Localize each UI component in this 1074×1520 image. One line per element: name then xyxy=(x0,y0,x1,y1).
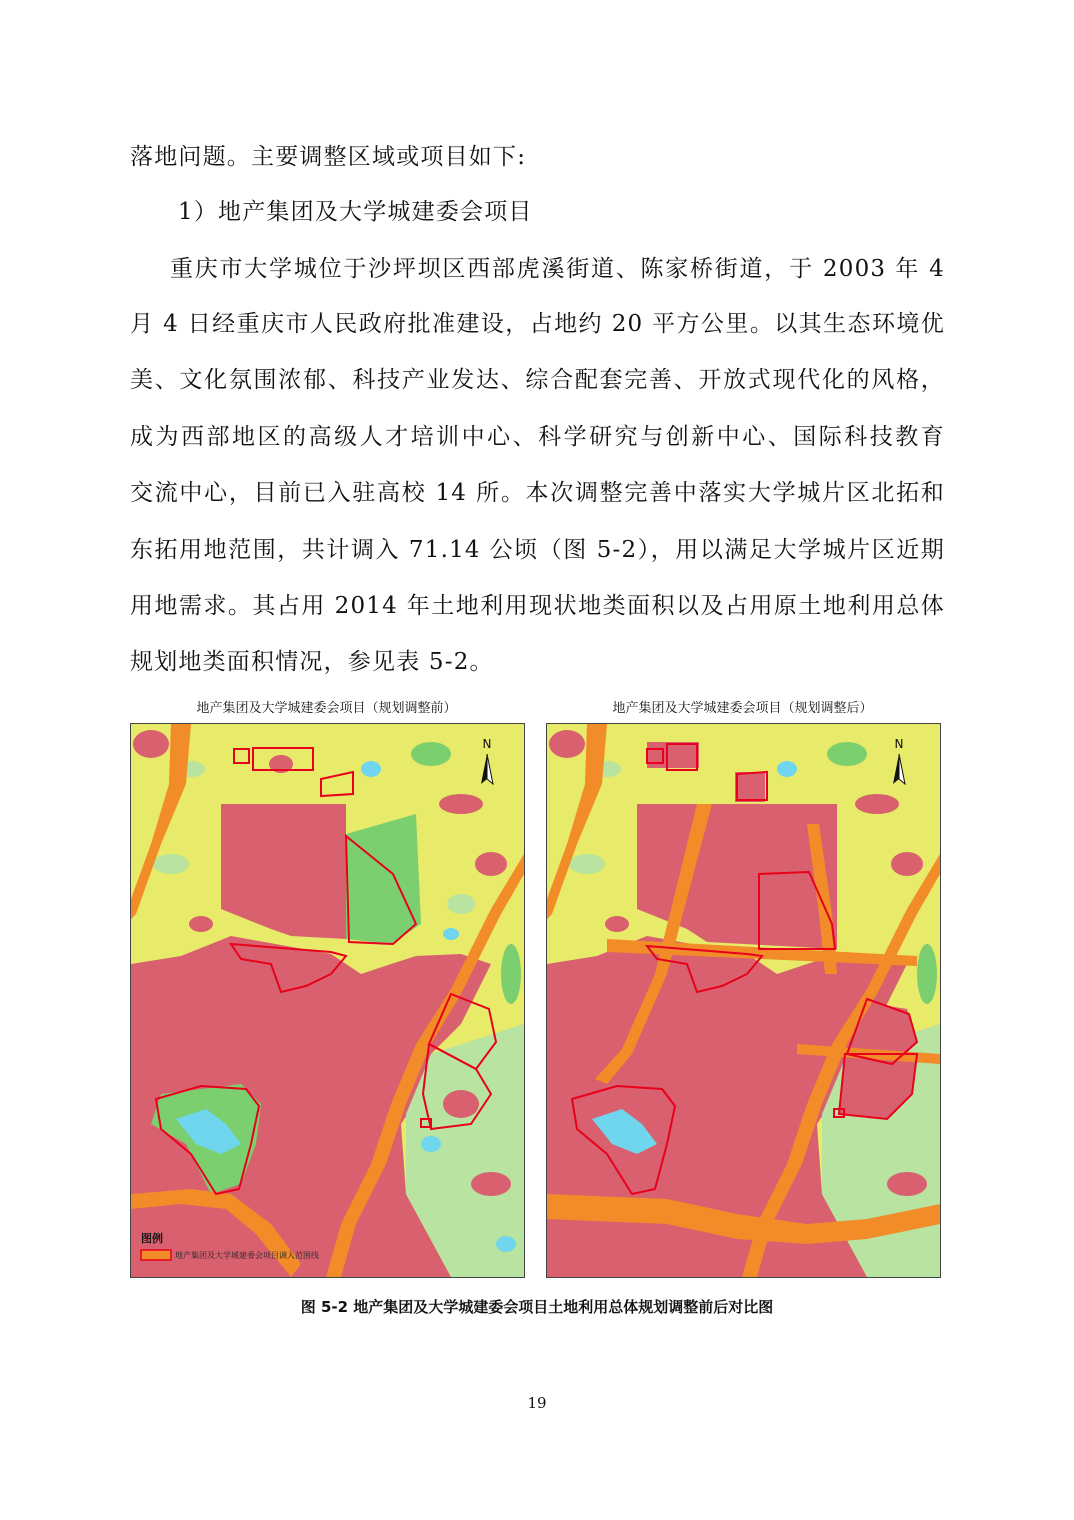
legend-swatch xyxy=(141,1250,171,1260)
map-right-title: 地产集团及大学城建委会项目（规划调整后） xyxy=(612,701,873,716)
body-line-7: 交流中心，目前已入驻高校 14 所。本次调整完善中落实大学城片区北拓和 xyxy=(130,480,945,506)
body-line-9: 用地需求。其占用 2014 年土地利用现状地类面积以及占用原土地利用总体 xyxy=(130,593,945,619)
map-before xyxy=(130,723,525,1278)
map-after-svg xyxy=(547,724,940,1277)
body-line-6: 成为西部地区的高级人才培训中心、科学研究与创新中心、国际科技教育 xyxy=(130,424,945,450)
figure-caption: 图 5-2 地产集团及大学城建委会项目土地利用总体规划调整前后对比图 xyxy=(300,1298,774,1316)
body-line-4: 月 4 日经重庆市人民政府批准建设，占地约 20 平方公里。以其生态环境优 xyxy=(130,311,945,337)
body-line-3: 重庆市大学城位于沙坪坝区西部虎溪街道、陈家桥街道，于 2003 年 4 xyxy=(170,256,945,282)
body-line-1: 落地问题。主要调整区域或项目如下: xyxy=(130,144,527,170)
map-before-svg xyxy=(131,724,524,1277)
legend-title: 图例 xyxy=(141,1232,163,1245)
map-after xyxy=(546,723,941,1278)
page-number: 19 xyxy=(527,1394,547,1412)
legend-label: 地产集团及大学城建委会项目调入范围线 xyxy=(175,1251,319,1260)
map-left-title: 地产集团及大学城建委会项目（规划调整前） xyxy=(196,701,457,716)
section-heading: 1）地产集团及大学城建委会项目 xyxy=(178,199,533,225)
north-label-right: N xyxy=(894,737,904,751)
body-line-8: 东拓用地范围，共计调入 71.14 公顷（图 5-2），用以满足大学城片区近期 xyxy=(130,537,945,563)
body-line-5: 美、文化氛围浓郁、科技产业发达、综合配套完善、开放式现代化的风格， xyxy=(130,367,945,393)
body-line-10: 规划地类面积情况，参见表 5-2。 xyxy=(130,649,494,675)
north-label: N xyxy=(482,737,492,751)
